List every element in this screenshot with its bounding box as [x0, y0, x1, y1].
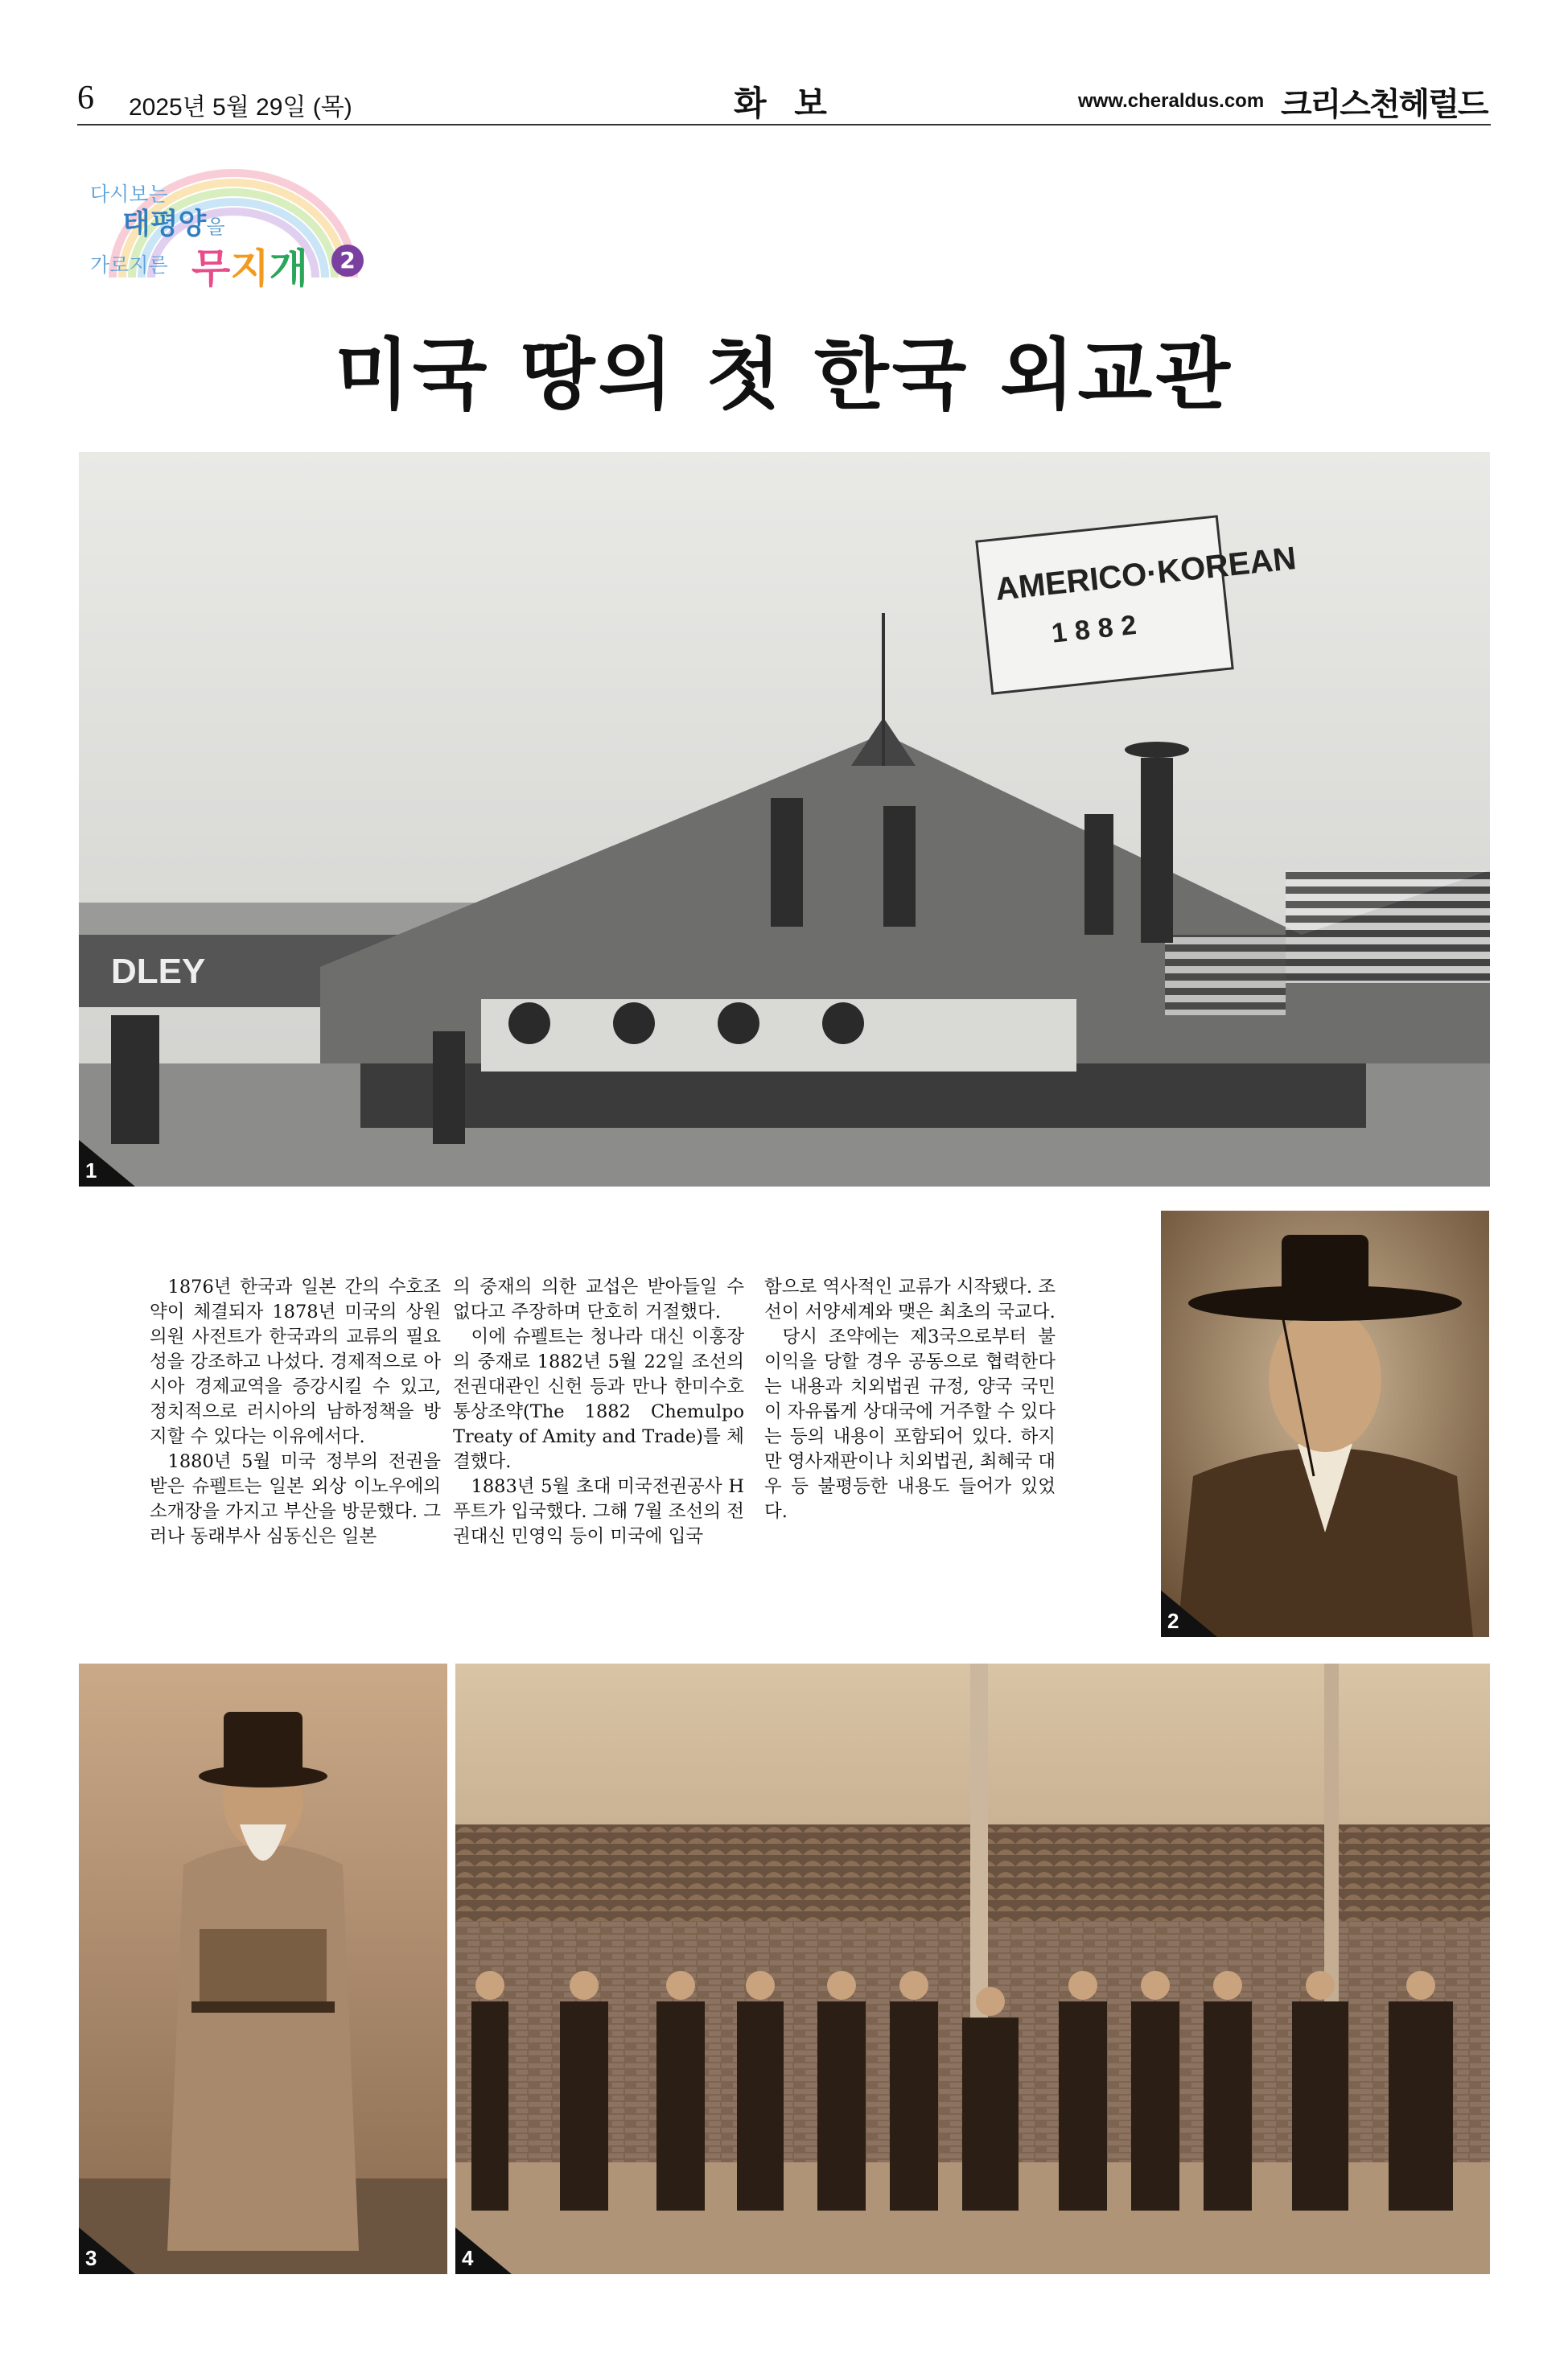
photo-group-legation: [455, 1664, 1490, 2274]
article-paragraph: 1880년 5월 미국 정부의 전권을 받은 슈펠트는 일본 외상 이노우에의 소개장을 가지고 부산을 방문했다. 그러나 동래부사 심동신은 일본: [150, 1451, 441, 1547]
article-column-3: [764, 1275, 1056, 1524]
photo-parade-float: [79, 452, 1490, 1187]
article-paragraph: 이에 슈펠트는 청나라 대신 이홍장의 중재로 1882년 5월 22일 조선의 전권대관인 신헌 등과 만나 한미수호통상조약(The 1882 Chemulpo Treaty of Amity and Trade)를 체결했다.: [453, 1327, 744, 1472]
page-number: 6: [77, 80, 94, 117]
article-paragraph: 함으로 역사적인 교류가 시작됐다. 조선이 서양세계와 맺은 최초의 국교다.: [764, 1277, 1056, 1322]
brand-logo: 크리스천헤럴드: [1281, 86, 1488, 123]
photo-number: 1: [85, 1158, 97, 1183]
article-paragraph: 1883년 5월 초대 미국전권공사 H 푸트가 입국했다. 그해 7월 조선의 전권대신 민영익 등이 미국에 입국: [453, 1476, 744, 1547]
article-paragraph: 당시 조약에는 제3국으로부터 불이익을 당할 경우 공동으로 협력한다는 내용과 치외법권 규정, 양국 국민이 자유롭게 상대국에 거주할 수 있다는 등의 내용이 포함되어 있다. 하지만 영사재판이나 치외법권, 최혜국 대우 등 불평등한 내용도 들어가 있었다.: [764, 1327, 1056, 1522]
article-column-1: [150, 1275, 441, 1549]
header-divider: [77, 124, 1491, 125]
series-particle: 을: [206, 216, 225, 238]
article-paragraph: 1876년 한국과 일본 간의 수호조약이 체결되자 1878년 미국의 상원의원 사전트가 한국과의 교류의 필요성을 강조하고 나섰다. 경제적으로 아시아 경제교역을 증강시킬 수 있고, 정치적으로 러시아의 남하정책을 방지할 수 있다는 이유에서다.: [150, 1277, 441, 1447]
series-rainbow-word: 무지개: [191, 245, 308, 292]
photo-number: 4: [462, 2246, 474, 2270]
banner-year: 1882: [1050, 608, 1146, 649]
photo-elder-official: [79, 1664, 447, 2274]
article-paragraph: 의 중재의 의한 교섭은 받아들일 수 없다고 주장하며 단호히 거절했다.: [453, 1277, 744, 1322]
photo-number: 3: [85, 2246, 97, 2270]
photo-number: 2: [1167, 1609, 1179, 1633]
headline: 미국 땅의 첫 한국 외교관: [334, 329, 1234, 420]
site-url[interactable]: www.cheraldus.com: [1078, 90, 1265, 112]
issue-date: 2025년 5월 29일 (목): [129, 94, 352, 121]
series-pacific: 태평양: [122, 208, 207, 241]
series-number-badge: 2: [331, 245, 364, 277]
section-title: 화 보: [734, 84, 835, 123]
article-column-2: [453, 1275, 744, 1549]
storefront-sign: DLEY: [111, 952, 206, 991]
series-line-1: 다시보는: [90, 183, 168, 206]
banner-text: AMERICO·KOREAN: [994, 541, 1298, 608]
series-line-3: 가로지른: [90, 253, 168, 277]
photo-portrait-diplomat: [1161, 1211, 1489, 1637]
